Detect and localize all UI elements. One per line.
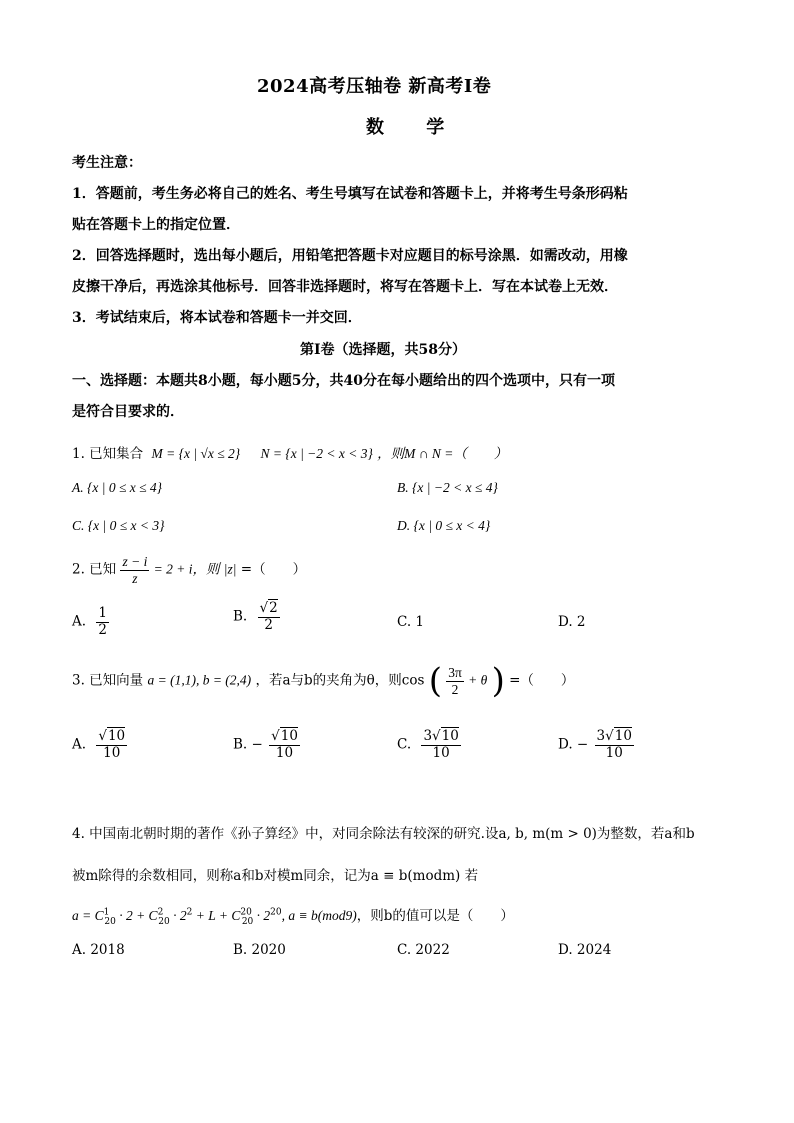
q3-option-a [72,729,127,761]
q3-c-rad: 10 [441,728,459,744]
q3-frac-den: 2 [451,681,459,697]
q1-option-c: C. {x | 0 ≤ x < 3} [72,518,165,533]
q2-fraction-den: z [132,570,138,586]
q3-left-paren: ( [428,661,442,701]
q3-c-den: 10 [432,744,450,761]
q2-a-fraction [96,606,109,638]
question-2 [72,554,306,586]
q2-b-num-wrap: √2 [259,600,278,616]
q3-option-b [233,729,300,761]
q1-prefix: 1. 已知集合 [72,446,144,462]
q3-b-den: 10 [275,744,294,761]
q1-option-b: B. {x | −2 < x ≤ 4} [397,480,498,495]
q2-option-a [72,606,109,638]
q1-set-m: M = {x | √x ≤ 2} [151,446,241,461]
q3-plus-theta: + θ [468,672,488,688]
q3-option-c [397,729,461,761]
section-instruction-2: 是符合目要求的． [72,404,184,420]
notice-line-2: 贴在答题卡上的指定位置． [72,217,240,233]
q3-option-d [558,729,634,761]
q2-b-label: B. [233,608,248,625]
question-3 [72,661,575,701]
notice-line-5: 3．考试结束后，将本试卷和答题卡一并交回． [72,310,362,326]
q3-b-label: B. − [233,736,263,753]
q3-vectors: a = (1,1), b = (2,4) [147,672,252,688]
q3-c-coef: 3 [423,728,433,744]
q4-option-c: C. 2022 [397,942,450,958]
q3-d-fraction [595,729,634,761]
notice-heading: 考生注意： [72,155,142,171]
q3-mid: ，若a与b的夹角为θ，则cos [255,672,425,689]
q3-d-rad: 10 [614,728,632,744]
q4-option-b: B. 2020 [233,942,286,958]
q2-option-d: D. 2 [558,614,586,630]
q4-line-1: 4. 中国南北朝时期的著作《孙子算经》中，对同余除法有较深的研究.设a, b, m(m > 0)为整数，若a和b [72,826,695,842]
q2-a-label: A. [72,613,87,630]
q2-a-den: 2 [98,621,107,638]
q2-abs: |z| [223,561,237,577]
q4-line-2: 被m除得的余数相同，则称a和b对模m同余，记为a ≡ b(modm) 若 [72,868,479,884]
q1-option-a: A. {x | 0 ≤ x ≤ 4} [72,480,163,495]
q1-set-n: N = {x | −2 < x < 3} [260,446,373,461]
q2-a-num: 1 [98,605,107,621]
q1-option-d: D. {x | 0 ≤ x < 4} [397,518,491,533]
q2-b-fraction [258,601,280,633]
q3-right-paren: ) [491,661,505,701]
question-1 [72,442,507,462]
notice-line-4: 皮擦干净后，再选涂其他标号．回答非选择题时，将写在答题卡上．写在本试卷上无效． [72,279,618,295]
q2-prefix: 2. 已知 [72,561,117,578]
q3-a-fraction [96,729,127,761]
q4-option-d: D. 2024 [558,942,612,958]
q3-fraction [446,665,464,697]
q3-a-den: 10 [103,744,121,761]
q3-b-fraction [269,729,300,761]
q2-ask: =（ ） [240,561,307,578]
q2-option-b [233,601,280,633]
q3-a-num: 10 [107,728,126,744]
q4-option-a: A. 2018 [72,942,125,958]
q3-b-num-wrap: √10 [271,728,298,744]
q2-fraction [120,554,149,586]
q3-d-label: D. − [558,736,589,753]
notice-line-1: 1．答题前，考生务必将自己的姓名、考生号填写在试卷和答题卡上，并将考生号条形码粘 [72,186,628,202]
q2-b-den: 2 [264,616,273,633]
q3-c-num-wrap: 3√10 [423,728,459,744]
section-instruction-1: 一、选择题：本题共8小题，每小题5分，共40分在每小题给出的四个选项中，只有一项 [72,373,615,389]
q3-d-num-wrap: 3√10 [596,728,632,744]
exam-title: 2024高考压轴卷 新高考Ⅰ卷 [257,76,492,97]
q4-formula-start: a = C [72,908,104,923]
q4-line-3: $a = C^1_{20} \cdot 2 + C^2_{20} \cdot 2^2 + L + C^{20}_{20} \cdot 2^{20}$, a ≡ b(mod9)，则b的值可以是（ ） [72,907,514,927]
q3-d-coef: 3 [596,728,606,744]
q3-prefix: 3. 已知向量 [72,672,144,689]
notice-line-3: 2．回答选择题时，选出每小题后，用铅笔把答题卡对应题目的标号涂黑．如需改动，用橡 [72,248,628,264]
q3-c-label: C. [397,736,412,753]
q1-ask: ，则M ∩ N =（ ） [377,446,508,461]
q3-a-num-wrap: √10 [98,728,126,744]
q2-option-c: C. 1 [397,614,425,630]
section-title: 第Ⅰ卷（选择题，共58分） [300,342,467,358]
q2-fraction-num: z − i [122,554,148,569]
q3-d-den: 10 [605,744,623,761]
q3-ask: =（ ） [509,672,575,689]
q3-a-label: A. [72,736,87,753]
q2-b-num: 2 [269,600,278,616]
q3-c-fraction [421,729,460,761]
subject-title: 数 学 [366,117,463,138]
q3-b-num: 10 [280,728,298,744]
q4-ask: ，则b的值可以是（ ） [356,908,514,924]
q2-eq: = 2 + i，则 [153,561,220,577]
q3-frac-num: 3π [448,664,462,680]
